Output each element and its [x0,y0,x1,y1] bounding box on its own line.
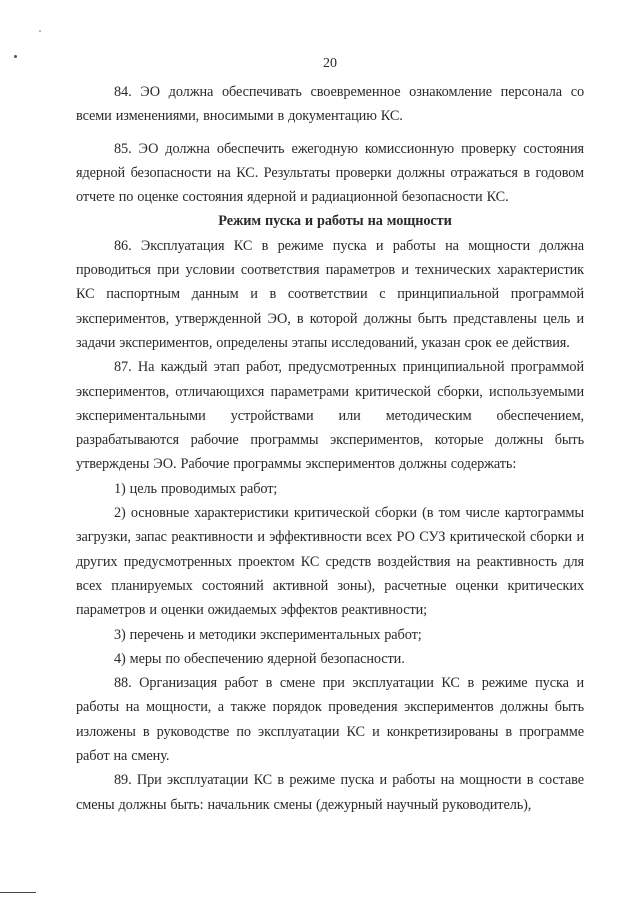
list-item-2: 2) основные характеристики критической сборки (в том числе картограммы загрузки, запас реактивности и эффективности всех РО СУЗ критической сборки и других предусмотренных проектом КС средств воздействия на реактивность для всех планируемых состояний активной зоны), расчетные оценки критических параметров и оценки ожидаемых эффектов реактивности; [76,505,584,619]
paragraph-84: 84. ЭО должна обеспечивать своевременное ознакомление персонала со всеми изменениями, вносимыми в документацию КС. [76,84,584,125]
paragraph-88: 88. Организация работ в смене при эксплуатации КС в режиме пуска и работы на мощности, а также порядок проведения экспериментов должны быть изложены в руководстве по эксплуатации КС и конкретизированы в программе работ на смену. [76,675,584,765]
list-item-3: 3) перечень и методики экспериментальных работ; [114,626,422,643]
paragraph-86: 86. Эксплуатация КС в режиме пуска и работы на мощности должна проводиться при условии соответствия параметров и технических характеристик КС паспортным данным и в соответствии с принципиальной программой экспериментов, утвержденной ЭО, в которой должны быть представлены цель и задачи экспериментов, определены этапы исследований, указан срок ее действия. [76,237,584,351]
list-item-1: 1) цель проводимых работ; [114,480,278,497]
page-number: 20 [323,56,337,71]
paragraph-85: 85. ЭО должна обеспечить ежегодную комиссионную проверку состояния ядерной безопасности на КС. Результаты проверки должны отражаться в годовом отчете по оценке состояния ядерной и радиационной безопасности КС. [76,140,584,206]
section-heading: Режим пуска и работы на мощности [218,213,452,230]
paragraph-89: 89. При эксплуатации КС в режиме пуска и работы на мощности в составе смены должны быть: начальник смены (дежурный научный руководитель), [76,772,584,813]
document-body [76,80,584,817]
scan-speck [39,30,41,32]
list-item-4: 4) меры по обеспечению ядерной безопасности. [114,650,405,667]
footnote-rule [0,892,36,893]
paragraph-87: 87. На каждый этап работ, предусмотренных принципиальной программой экспериментов, отличающихся параметрами критической сборки, используемыми экспериментальными устройствами или методическим обеспечением, разрабатываются рабочие программы экспериментов, которые должны быть утверждены ЭО. Рабочие программы экспериментов должны содержать: [76,359,584,473]
